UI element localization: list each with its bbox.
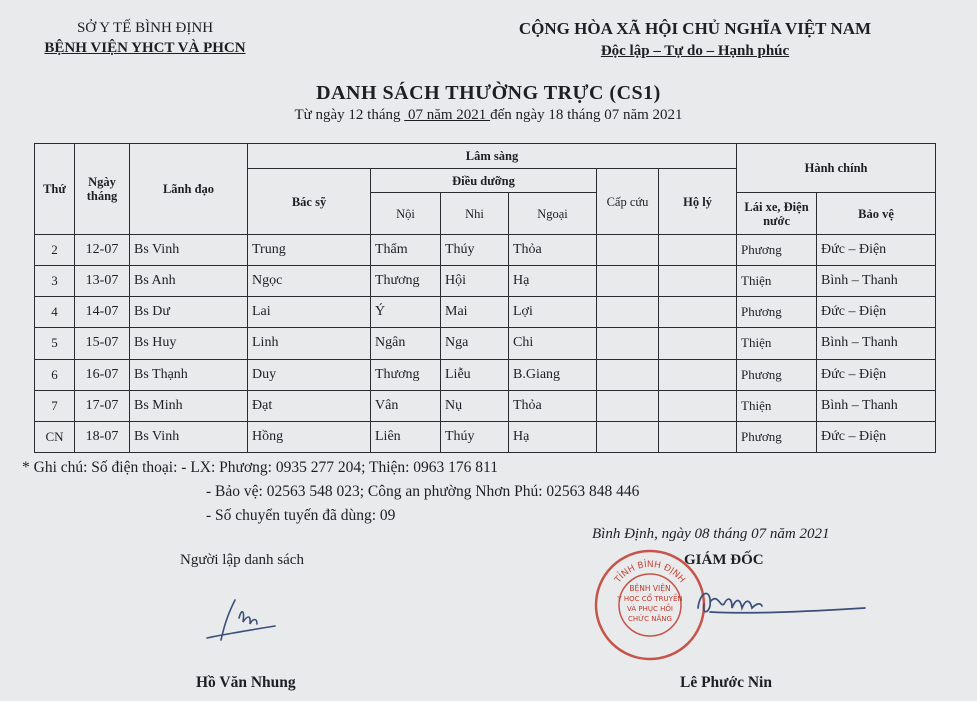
place-and-date: Bình Định, ngày 08 tháng 07 năm 2021 <box>592 526 830 542</box>
cell-ngay: 17-07 <box>75 390 130 421</box>
cell-bao-ve: Bình – Thanh <box>817 390 936 421</box>
cell-thu: 7 <box>35 390 75 421</box>
cell-noi: Liên <box>371 421 441 452</box>
period-to: đến ngày 18 tháng 07 năm 2021 <box>490 107 683 123</box>
cell-cap-cuu <box>597 359 659 390</box>
table-row <box>35 297 936 328</box>
document-title: DANH SÁCH THƯỜNG TRỰC (CS1) <box>316 82 661 104</box>
svg-text:Y HỌC CỔ TRUYỀN: Y HỌC CỔ TRUYỀN <box>617 595 683 603</box>
cell-nhi: Thúy <box>441 421 509 452</box>
svg-text:BỆNH VIỆN: BỆNH VIỆN <box>629 584 671 593</box>
duty-roster-table <box>34 143 936 453</box>
cell-lai-xe: Thiện <box>737 390 817 421</box>
national-header <box>505 18 885 62</box>
table-row <box>35 235 936 266</box>
cell-lanh-dao: Bs Huy <box>130 328 248 359</box>
cell-ngoai: Hạ <box>509 421 597 452</box>
director-title: GIÁM ĐỐC <box>684 552 764 568</box>
note-referrals-used: - Số chuyển tuyến đã dùng: 09 <box>206 507 396 524</box>
cell-lai-xe: Phương <box>737 359 817 390</box>
cell-ngay: 13-07 <box>75 266 130 297</box>
header-cap-cuu: Cấp cứu <box>597 169 659 235</box>
cell-ngay: 16-07 <box>75 359 130 390</box>
cell-lai-xe: Phương <box>737 297 817 328</box>
cell-lai-xe: Thiện <box>737 328 817 359</box>
header-ngay: Ngày tháng <box>75 144 130 235</box>
cell-ho-ly <box>659 297 737 328</box>
cell-bao-ve: Đức – Điện <box>817 359 936 390</box>
cell-bao-ve: Đức – Điện <box>817 235 936 266</box>
cell-ngoai: Thỏa <box>509 235 597 266</box>
director-signature-icon <box>690 578 870 628</box>
duty-period <box>0 107 977 124</box>
cell-nhi: Hội <box>441 266 509 297</box>
cell-nhi: Mai <box>441 297 509 328</box>
preparer-title: Người lập danh sách <box>180 552 304 568</box>
cell-thu: 3 <box>35 266 75 297</box>
cell-bac-sy: Duy <box>248 359 371 390</box>
cell-thu: 4 <box>35 297 75 328</box>
issuer-header <box>20 18 270 58</box>
cell-cap-cuu <box>597 390 659 421</box>
cell-bac-sy: Lai <box>248 297 371 328</box>
cell-nhi: Thúy <box>441 235 509 266</box>
cell-ngoai: Thỏa <box>509 390 597 421</box>
country-name: CỘNG HÒA XÃ HỘI CHỦ NGHĨA VIỆT NAM <box>518 19 872 38</box>
cell-thu: 5 <box>35 328 75 359</box>
header-lam-sang: Lâm sàng <box>248 144 737 169</box>
header-hanh-chinh: Hành chính <box>737 144 936 193</box>
note-phone-drivers: * Ghi chú: Số điện thoại: - LX: Phương: 0935 277 204; Thiện: 0963 176 811 <box>22 459 498 476</box>
cell-cap-cuu <box>597 421 659 452</box>
cell-cap-cuu <box>597 235 659 266</box>
header-ngoai: Ngoại <box>509 193 597 235</box>
period-from-month: 07 năm 2021 <box>407 107 491 123</box>
cell-lanh-dao: Bs Vinh <box>130 421 248 452</box>
cell-ngay: 15-07 <box>75 328 130 359</box>
svg-text:VÀ PHỤC HỒI: VÀ PHỤC HỒI <box>627 605 673 613</box>
cell-ho-ly <box>659 421 737 452</box>
header-ho-ly: Hộ lý <box>659 169 737 235</box>
header-lai-xe: Lái xe, Điện nước <box>737 193 817 235</box>
cell-lai-xe: Phương <box>737 421 817 452</box>
preparer-signature-icon <box>195 590 285 650</box>
cell-lai-xe: Phương <box>737 235 817 266</box>
notes-section <box>22 456 639 528</box>
cell-nhi: Nga <box>441 328 509 359</box>
note-phone-security: - Bảo vệ: 02563 548 023; Công an phường Nhơn Phú: 02563 848 446 <box>206 483 640 500</box>
cell-ngoai: Hạ <box>509 266 597 297</box>
cell-lanh-dao: Bs Vinh <box>130 235 248 266</box>
table-row <box>35 390 936 421</box>
cell-ngoai: Chi <box>509 328 597 359</box>
table-row <box>35 421 936 452</box>
cell-cap-cuu <box>597 328 659 359</box>
cell-lanh-dao: Bs Dư <box>130 297 248 328</box>
cell-ngay: 18-07 <box>75 421 130 452</box>
header-nhi: Nhi <box>441 193 509 235</box>
department-name: SỞ Y TẾ BÌNH ĐỊNH <box>76 20 214 36</box>
hospital-name: BỆNH VIỆN YHCT VÀ PHCN <box>44 40 246 56</box>
cell-ho-ly <box>659 390 737 421</box>
cell-ho-ly <box>659 235 737 266</box>
cell-ngoai: Lợi <box>509 297 597 328</box>
cell-bac-sy: Đạt <box>248 390 371 421</box>
cell-ngay: 12-07 <box>75 235 130 266</box>
table-row <box>35 359 936 390</box>
cell-nhi: Liễu <box>441 359 509 390</box>
cell-cap-cuu <box>597 266 659 297</box>
table-row <box>35 328 936 359</box>
header-lanh-dao: Lãnh đạo <box>130 144 248 235</box>
preparer-name: Hồ Văn Nhung <box>196 674 296 691</box>
cell-noi: Thẩm <box>371 235 441 266</box>
cell-bac-sy: Ngọc <box>248 266 371 297</box>
cell-noi: Thương <box>371 359 441 390</box>
cell-bac-sy: Hồng <box>248 421 371 452</box>
cell-bao-ve: Đức – Điện <box>817 297 936 328</box>
cell-lanh-dao: Bs Minh <box>130 390 248 421</box>
cell-bao-ve: Bình – Thanh <box>817 328 936 359</box>
cell-nhi: Nụ <box>441 390 509 421</box>
header-thu: Thứ <box>35 144 75 235</box>
cell-ho-ly <box>659 359 737 390</box>
cell-cap-cuu <box>597 297 659 328</box>
header-noi: Nội <box>371 193 441 235</box>
cell-noi: Vân <box>371 390 441 421</box>
cell-lai-xe: Thiện <box>737 266 817 297</box>
cell-bac-sy: Trung <box>248 235 371 266</box>
director-name: Lê Phước Nin <box>680 674 772 691</box>
cell-ho-ly <box>659 328 737 359</box>
cell-bao-ve: Bình – Thanh <box>817 266 936 297</box>
header-dieu-duong: Điều dưỡng <box>371 169 597 193</box>
cell-ho-ly <box>659 266 737 297</box>
svg-text:CHỨC NĂNG: CHỨC NĂNG <box>628 615 672 623</box>
cell-ngoai: B.Giang <box>509 359 597 390</box>
cell-ngay: 14-07 <box>75 297 130 328</box>
header-bao-ve: Bảo vệ <box>817 193 936 235</box>
table-row <box>35 266 936 297</box>
cell-thu: 6 <box>35 359 75 390</box>
cell-noi: Ý <box>371 297 441 328</box>
svg-text:TỈNH BÌNH ĐỊNH: TỈNH BÌNH ĐỊNH <box>613 559 687 586</box>
header-bac-sy: Bác sỹ <box>248 169 371 235</box>
cell-bao-ve: Đức – Điện <box>817 421 936 452</box>
cell-noi: Thương <box>371 266 441 297</box>
period-from-label: Từ ngày 12 tháng <box>294 107 401 123</box>
cell-bac-sy: Linh <box>248 328 371 359</box>
national-motto: Độc lập – Tự do – Hạnh phúc <box>600 43 790 59</box>
cell-noi: Ngân <box>371 328 441 359</box>
cell-lanh-dao: Bs Anh <box>130 266 248 297</box>
cell-thu: CN <box>35 421 75 452</box>
cell-lanh-dao: Bs Thạnh <box>130 359 248 390</box>
cell-thu: 2 <box>35 235 75 266</box>
